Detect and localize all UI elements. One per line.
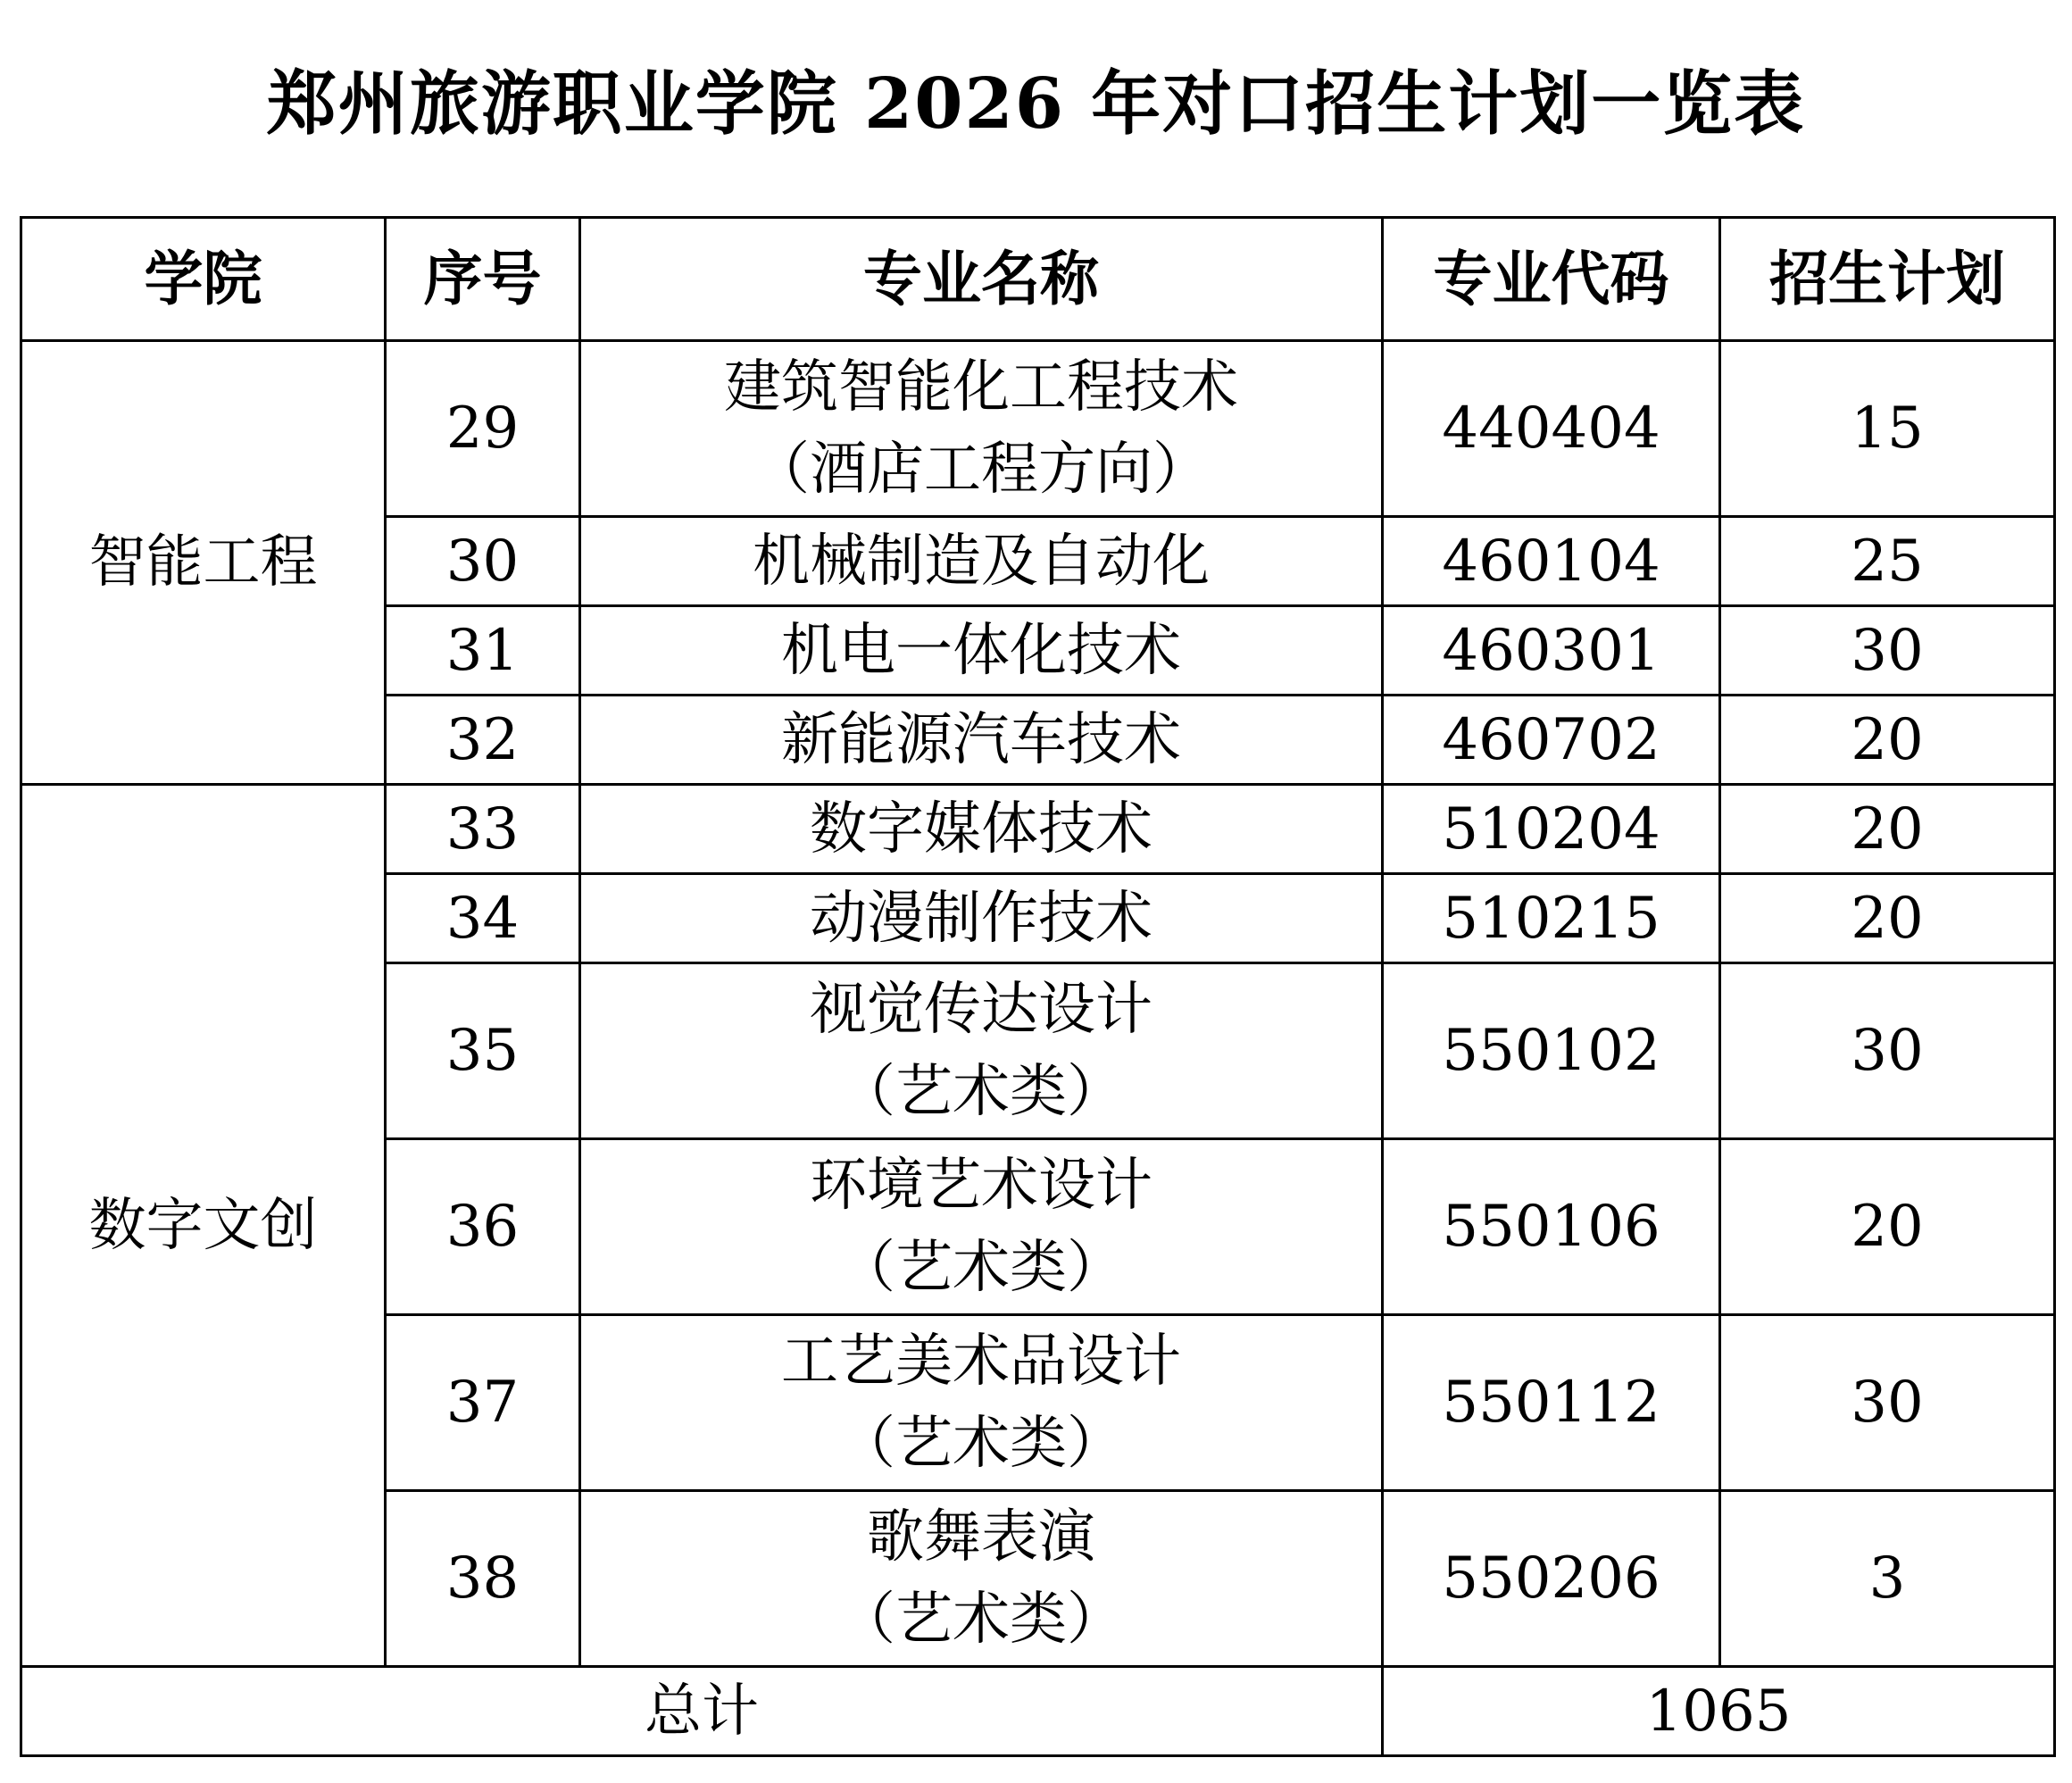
plan-cell: 30 (1720, 1315, 2055, 1491)
table-row (21, 341, 2055, 517)
code-cell: 510204 (1383, 785, 1720, 874)
seq-cell: 36 (386, 1139, 580, 1315)
code-cell: 440404 (1383, 341, 1720, 517)
plan-cell: 30 (1720, 606, 2055, 696)
major-cell (580, 341, 1383, 517)
major-cell: 动漫制作技术 (580, 874, 1383, 963)
plan-cell: 20 (1720, 785, 2055, 874)
column-header-major: 专业名称 (580, 218, 1383, 341)
page-title: 郑州旅游职业学院 2026 年对口招生计划一览表 (266, 63, 1806, 145)
major-name-line: 环境艺术设计 (810, 1153, 1152, 1219)
seq-cell: 33 (386, 785, 580, 874)
plan-cell: 30 (1720, 963, 2055, 1139)
major-note-line: （酒店工程方向） (753, 437, 1210, 503)
major-cell (580, 1491, 1383, 1667)
major-cell (580, 963, 1383, 1139)
college-cell-intelligent-engineering: 智能工程 (21, 341, 386, 785)
seq-cell: 32 (386, 696, 580, 785)
major-note-line: （艺术类） (838, 1587, 1124, 1653)
college-cell-digital-creative: 数字文创 (21, 785, 386, 1667)
major-name-line: 歌舞表演 (867, 1504, 1095, 1571)
seq-cell: 37 (386, 1315, 580, 1491)
major-name-line: 视觉传达设计 (810, 977, 1152, 1043)
table-row (21, 785, 2055, 874)
seq-cell: 34 (386, 874, 580, 963)
major-cell: 机械制造及自动化 (580, 517, 1383, 606)
code-cell: 550106 (1383, 1139, 1720, 1315)
table-header-row (21, 218, 2055, 341)
seq-cell: 38 (386, 1491, 580, 1667)
major-cell (580, 1315, 1383, 1491)
major-cell (580, 1139, 1383, 1315)
column-header-plan: 招生计划 (1720, 218, 2055, 341)
major-note-line: （艺术类） (838, 1411, 1124, 1477)
seq-cell: 31 (386, 606, 580, 696)
major-name-line: 工艺美术品设计 (781, 1329, 1181, 1395)
column-header-seq: 序号 (386, 218, 580, 341)
total-label: 总计 (21, 1667, 1383, 1756)
code-cell: 460702 (1383, 696, 1720, 785)
code-cell: 550206 (1383, 1491, 1720, 1667)
total-row (21, 1667, 2055, 1756)
plan-cell: 3 (1720, 1491, 2055, 1667)
column-header-code: 专业代码 (1383, 218, 1720, 341)
seq-cell: 30 (386, 517, 580, 606)
major-cell: 机电一体化技术 (580, 606, 1383, 696)
major-note-line: （艺术类） (838, 1059, 1124, 1125)
plan-cell: 20 (1720, 874, 2055, 963)
seq-cell: 29 (386, 341, 580, 517)
total-value: 1065 (1383, 1667, 2055, 1756)
plan-cell: 25 (1720, 517, 2055, 606)
column-header-college: 学院 (21, 218, 386, 341)
major-cell: 新能源汽车技术 (580, 696, 1383, 785)
seq-cell: 35 (386, 963, 580, 1139)
major-cell: 数字媒体技术 (580, 785, 1383, 874)
major-name-line: 建筑智能化工程技术 (724, 354, 1238, 421)
enrollment-plan-table (20, 216, 2056, 1757)
code-cell: 460104 (1383, 517, 1720, 606)
code-cell: 550102 (1383, 963, 1720, 1139)
code-cell: 550112 (1383, 1315, 1720, 1491)
plan-cell: 15 (1720, 341, 2055, 517)
code-cell: 460301 (1383, 606, 1720, 696)
plan-cell: 20 (1720, 696, 2055, 785)
plan-cell: 20 (1720, 1139, 2055, 1315)
major-note-line: （艺术类） (838, 1235, 1124, 1301)
code-cell: 510215 (1383, 874, 1720, 963)
